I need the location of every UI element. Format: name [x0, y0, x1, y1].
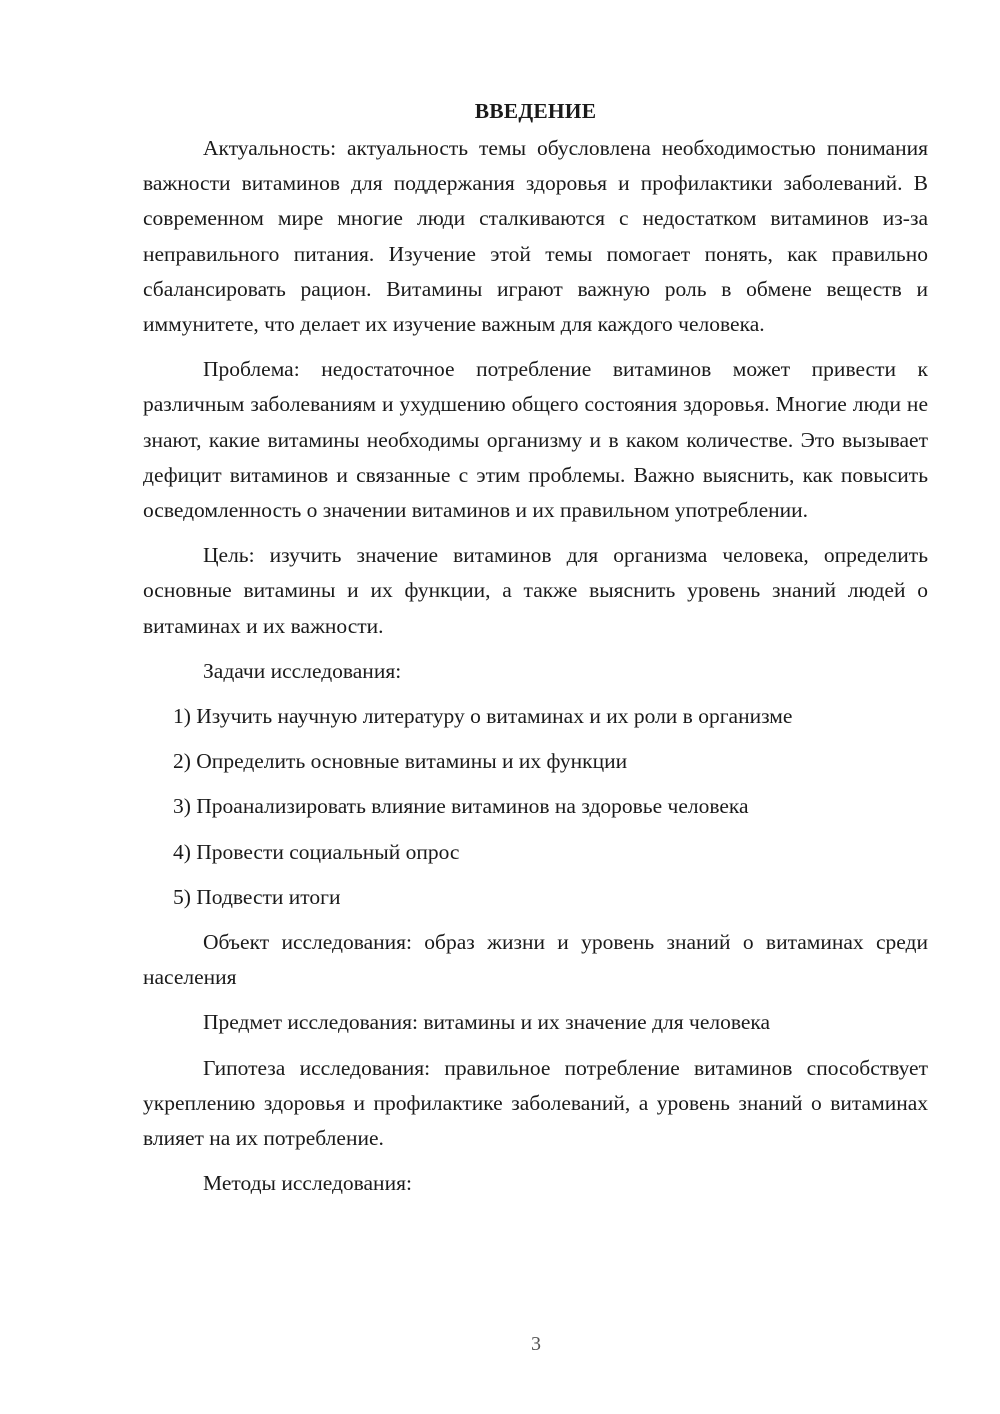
goal-paragraph: Цель: изучить значение витаминов для организма человека, определить основные витамины и их функции, а также выяснить уровень знаний людей о витаминах и их важности. — [143, 543, 928, 638]
document-page — [143, 94, 928, 1211]
tasks-heading: Задачи исследования: — [203, 658, 402, 683]
subject-paragraph: Предмет исследования: витамины и их значение для человека — [203, 1010, 771, 1035]
methods-heading: Методы исследования: — [203, 1171, 412, 1196]
section-title: ВВЕДЕНИЕ — [474, 99, 597, 123]
hypothesis-paragraph: Гипотеза исследования: правильное потребление витаминов способствует укреплению здоровья и профилактике заболеваний, а уровень знаний о витаминах влияет на их потребление. — [143, 1055, 928, 1151]
task-item: 3) Проанализировать влияние витаминов на здоровье человека — [173, 794, 749, 819]
tasks-list — [143, 699, 928, 915]
page-number: 3 — [531, 1333, 541, 1355]
problem-paragraph: Проблема: недостаточное потребление витаминов может привести к различным заболеваниям и ухудшению общего состояния здоровья. Многие люди не знают, какие витамины необходимы организму и в каком количестве. Это вызывает дефицит витаминов и связанные с этим проблемы. Важно выяснить, как повысить осведомленность о значении витаминов и их правильном употреблении. — [143, 357, 928, 523]
task-item: 1) Изучить научную литературу о витаминах и их роли в организме — [173, 704, 793, 729]
relevance-paragraph: Актуальность: актуальность темы обусловлена необходимостью понимания важности витаминов для поддержания здоровья и профилактики заболеваний. В современном мире многие люди сталкиваются с недостатком витаминов из-за неправильного питания. Изучение этой темы помогает понять, как правильно сбалансировать рацион. Витамины играют важную роль в обмене веществ и иммунитете, что делает их изучение важным для каждого человека. — [143, 136, 928, 337]
object-paragraph: Объект исследования: образ жизни и уровень знаний о витаминах среди населения — [143, 930, 928, 990]
task-item: 2) Определить основные витамины и их функции — [173, 749, 628, 774]
task-item: 4) Провести социальный опрос — [173, 839, 460, 864]
task-item: 5) Подвести итоги — [173, 884, 341, 909]
